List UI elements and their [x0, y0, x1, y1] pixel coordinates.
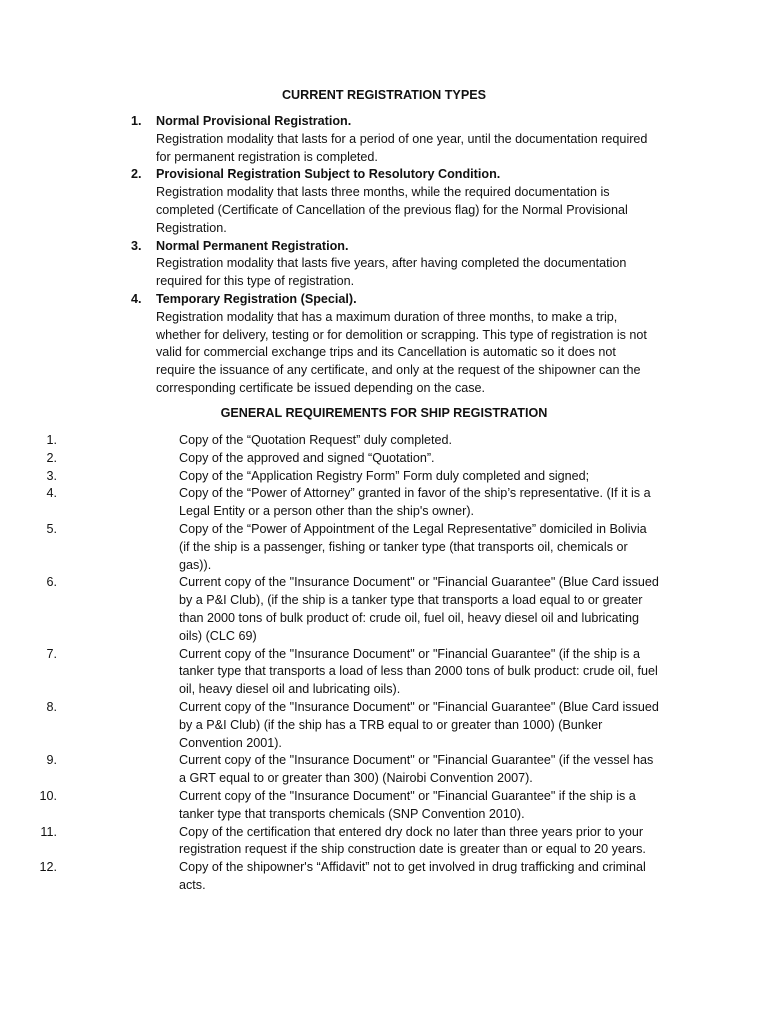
list-number: 2.	[46, 450, 57, 465]
list-number: 1.	[46, 433, 57, 447]
requirement-text: Copy of the “Application Registry Form” Form duly completed and signed;	[179, 468, 590, 483]
registration-type-title: Temporary Registration (Special).	[156, 291, 357, 306]
requirement-text: Current copy of the "Insurance Document" or "Financial Guarantee" if the ship is a tanker type that transports chemicals (SNP Convention 2010).	[179, 788, 636, 821]
requirement-item	[0, 824, 659, 860]
list-number: 4.	[46, 486, 57, 501]
requirement-text: Copy of the “Power of Attorney” granted in favor of the ship’s representative. (If it is a Legal Entity or a person other than the ship's owner).	[179, 486, 651, 519]
requirement-text: Copy of the certification that entered dry dock no later than three years prior to your registration request if the ship construction date is greater than or equal to 20 years.	[179, 824, 646, 857]
list-number: 2.	[131, 167, 142, 182]
list-number: 1.	[131, 114, 142, 128]
requirement-item	[0, 699, 659, 752]
requirement-item	[0, 646, 659, 699]
registration-type-title: Provisional Registration Subject to Resolutory Condition.	[156, 167, 501, 182]
requirement-text: Current copy of the "Insurance Document" or "Financial Guarantee" (Blue Card issued by a P&I Club) (if the ship has a TRB equal to or greater than 1000) (Bunker Convention 2001).	[179, 699, 659, 750]
requirement-text: Copy of the shipowner's “Affidavit” not to get involved in drug trafficking and criminal acts.	[179, 860, 646, 892]
list-number: 11.	[40, 824, 57, 839]
requirement-text: Copy of the “Quotation Request” duly completed.	[179, 433, 453, 447]
requirement-item	[0, 432, 659, 450]
requirement-item	[0, 788, 659, 824]
list-number: 10.	[39, 788, 57, 803]
list-number: 7.	[46, 646, 57, 661]
requirements-list	[0, 432, 768, 895]
requirement-item	[0, 450, 659, 468]
registration-type-title: Normal Permanent Registration.	[156, 238, 349, 253]
registration-type-item	[0, 166, 658, 237]
requirement-text: Copy of the “Power of Appointment of the Legal Representative” domiciled in Bolivia (if the ship is a passenger, fishing or tanker type (that transports oil, chemicals or gas)).	[179, 521, 647, 572]
requirement-item	[0, 752, 659, 788]
requirement-item	[0, 574, 659, 645]
requirement-item	[0, 859, 659, 895]
requirement-item	[0, 468, 659, 486]
requirement-text: Current copy of the "Insurance Document" or "Financial Guarantee" (if the ship is a tanker type that transports a load of less than 2000 tons of bulk product: crude oil, fuel oil, heavy diesel oil and lubricating oils).	[179, 646, 658, 697]
requirement-item	[0, 485, 659, 521]
list-number: 9.	[46, 753, 57, 768]
registration-type-description: Registration modality that lasts five years, after having completed the documentation required for this type of registration.	[156, 256, 627, 289]
list-number: 3.	[131, 238, 142, 253]
requirement-text: Copy of the approved and signed “Quotation”.	[179, 450, 435, 465]
requirement-text: Current copy of the "Insurance Document" or "Financial Guarantee" (Blue Card issued by a P&I Club), (if the ship is a tanker type that transports a load equal to or greater than 2000 tons of bulk product of: crude oil, fuel oil, heavy diesel oil and lubricating oils) (CLC 69)	[179, 575, 659, 643]
list-number: 4.	[131, 291, 142, 306]
registration-type-item	[0, 238, 658, 291]
registration-type-description: Registration modality that lasts three months, while the required documentation is completed (Certificate of Cancellation of the previous flag) for the Normal Provisional Registration.	[156, 185, 628, 235]
registration-type-item	[0, 291, 658, 398]
list-number: 8.	[46, 699, 57, 714]
registration-type-description: Registration modality that lasts for a period of one year, until the documentation required for permanent registration is completed.	[156, 131, 648, 164]
registration-type-title: Normal Provisional Registration.	[156, 114, 352, 128]
registration-type-description: Registration modality that has a maximum duration of three months, to make a trip, whether for delivery, testing or for demolition or scrapping. This type of registration is not valid for commercial exchange trips and its Cancellation is automatic so it does not require the issuance of any certificate, and only at the request of the shipowner can the corresponding certificate be issued depending on the case.	[156, 309, 647, 395]
requirements-heading: GENERAL REQUIREMENTS FOR SHIP REGISTRATION	[220, 406, 548, 420]
registration-types-heading: CURRENT REGISTRATION TYPES	[281, 88, 487, 102]
requirement-item	[0, 521, 659, 574]
list-number: 12.	[39, 860, 57, 875]
list-number: 3.	[46, 468, 57, 483]
list-number: 6.	[46, 575, 57, 590]
requirement-text: Current copy of the "Insurance Document" or "Financial Guarantee" (if the vessel has a GRT equal to or greater than 300) (Nairobi Convention 2007).	[179, 753, 654, 786]
registration-types-list	[0, 113, 768, 398]
list-number: 5.	[46, 521, 57, 536]
registration-type-item	[0, 113, 658, 166]
